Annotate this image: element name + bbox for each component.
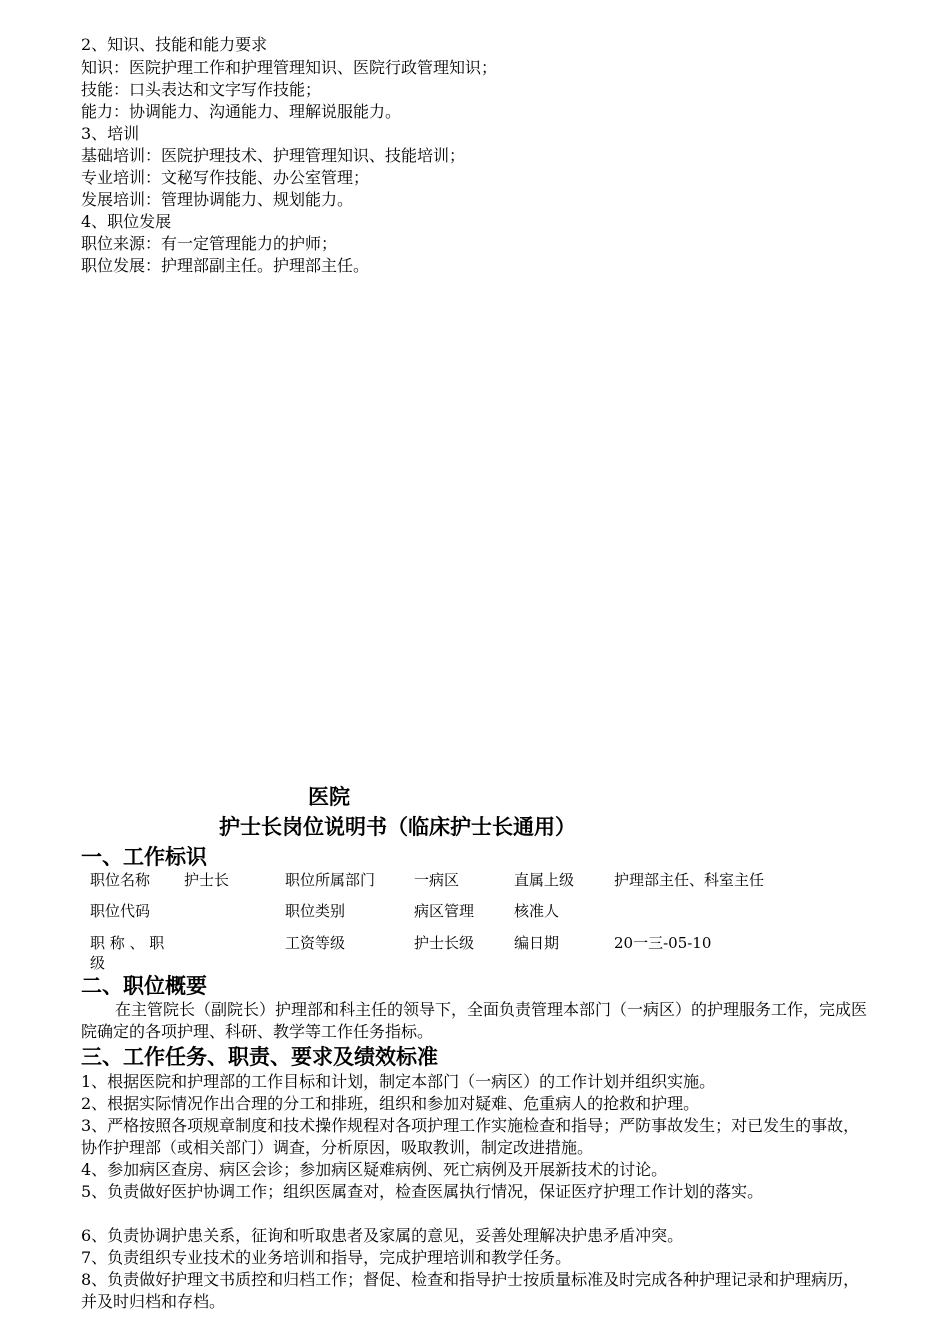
text-line: 专业培训：文秘写作技能、办公室管理； <box>81 168 370 187</box>
table-cell: 护士长级 <box>414 934 475 952</box>
text-line: 技能：口头表达和文字写作技能； <box>81 80 322 99</box>
table-cell: 一病区 <box>414 871 460 889</box>
section-heading: 一、工作标识 <box>81 844 207 869</box>
text-line: 职位来源：有一定管理能力的护师； <box>81 234 338 253</box>
text-line: 知识：医院护理工作和护理管理知识、医院行政管理知识； <box>81 58 498 77</box>
table-cell: 核准人 <box>514 902 560 920</box>
table-cell: 职位名称 <box>90 871 151 889</box>
table-cell: 职位所属部门 <box>285 871 376 889</box>
list-item: 7、负责组织专业技术的业务培训和指导，完成护理培训和教学任务。 <box>81 1248 572 1267</box>
hospital-title: 医院 <box>308 784 350 809</box>
table-cell: 编日期 <box>514 934 560 952</box>
table-cell: 护士长 <box>184 871 230 889</box>
text-line: 基础培训：医院护理技术、护理管理知识、技能培训； <box>81 146 466 165</box>
document-title: 护士长岗位说明书（临床护士长通用） <box>219 814 576 839</box>
table-cell: 直属上级 <box>514 871 575 889</box>
table-cell: 职位代码 <box>90 902 151 920</box>
overview-paragraph: 在主管院长（副院长）护理部和科主任的领导下，全面负责管理本部门（一病区）的护理服务工作，完成医院确定的各项护理、科研、教学等工作任务指标。 <box>81 1000 868 1041</box>
text-line: 能力：协调能力、沟通能力、理解说服能力。 <box>81 102 402 121</box>
table-cell: 病区管理 <box>414 902 475 920</box>
section-heading: 二、职位概要 <box>81 973 207 998</box>
list-item: 4、参加病区查房、病区会诊；参加病区疑难病例、死亡病例及开展新技术的讨论。 <box>81 1160 668 1179</box>
text-line: 4、职位发展 <box>81 212 172 231</box>
text-line: 2、知识、技能和能力要求 <box>81 35 268 54</box>
list-item: 1、根据医院和护理部的工作目标和计划，制定本部门（一病区）的工作计划并组织实施。 <box>81 1072 716 1091</box>
table-cell: 职位类别 <box>285 902 346 920</box>
list-item: 2、根据实际情况作出合理的分工和排班，组织和参加对疑难、危重病人的抢救和护理。 <box>81 1094 700 1113</box>
text-line: 职位发展：护理部副主任。护理部主任。 <box>81 256 370 275</box>
table-cell: 20一三-05-10 <box>614 934 712 952</box>
list-item: 6、负责协调护患关系，征询和听取患者及家属的意见，妥善处理解决护患矛盾冲突。 <box>81 1226 684 1245</box>
text-line: 发展培训：管理协调能力、规划能力。 <box>81 190 354 209</box>
table-cell: 护理部主任、科室主任 <box>614 871 765 889</box>
list-item: 5、负责做好医护协调工作；组织医属查对，检查医属执行情况，保证医疗护理工作计划的落实。 <box>81 1182 764 1201</box>
table-cell: 工资等级 <box>285 934 346 952</box>
table-cell: 职 称 、 职 级 <box>90 934 165 972</box>
list-item: 8、负责做好护理文书质控和归档工作；督促、检查和指导护士按质量标准及时完成各种护理记录和护理病历，并及时归档和存档。 <box>81 1270 860 1311</box>
section-heading: 三、工作任务、职责、要求及绩效标准 <box>81 1044 438 1069</box>
list-item: 3、严格按照各项规章制度和技术操作规程对各项护理工作实施检查和指导；严防事故发生；对已发生的事故，协作护理部（或相关部门）调查，分析原因，吸取教训，制定改进措施。 <box>81 1116 860 1157</box>
text-line: 3、培训 <box>81 124 140 143</box>
